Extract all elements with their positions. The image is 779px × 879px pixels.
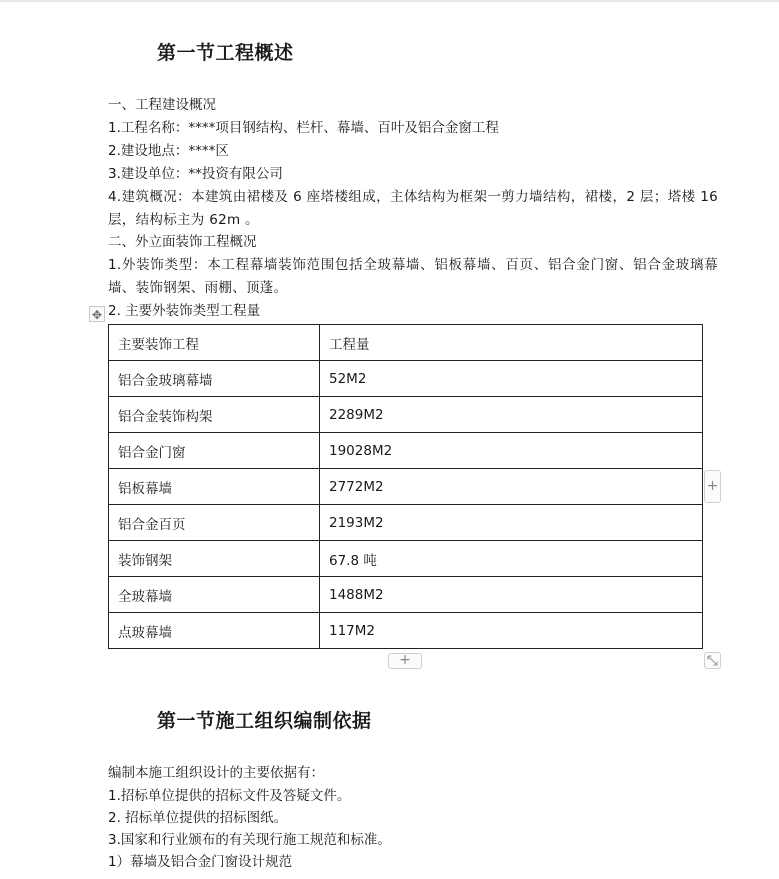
- basis-item-2: 2. 招标单位提供的招标图纸。: [108, 810, 288, 826]
- quantity-cell[interactable]: 1488M2: [320, 577, 703, 613]
- quantity-cell[interactable]: 2289M2: [320, 397, 703, 433]
- move-icon: ✥: [91, 308, 103, 322]
- quantity-cell[interactable]: 2193M2: [320, 505, 703, 541]
- item-cell[interactable]: 铝合金门窗: [109, 433, 320, 469]
- table-row: [109, 361, 703, 397]
- quantity-cell[interactable]: 67.8 吨: [320, 541, 703, 577]
- resize-icon: [707, 655, 718, 666]
- item-cell[interactable]: 铝合金百页: [109, 505, 320, 541]
- quantity-cell[interactable]: 2772M2: [320, 469, 703, 505]
- plus-icon: +: [706, 478, 719, 494]
- table-row: [109, 469, 703, 505]
- header-cell-quantity[interactable]: 工程量: [320, 325, 703, 361]
- facade-type-paragraph: 1.外装饰类型：本工程幕墙装饰范围包括全玻幕墙、铝板幕墙、百页、铝合金门窗、铝合金玻璃幕墙、装饰钢架、雨棚、顶蓬。: [108, 257, 718, 296]
- item-cell[interactable]: 装饰钢架: [109, 541, 320, 577]
- table-row: [109, 577, 703, 613]
- table-resize-handle[interactable]: [704, 652, 721, 669]
- quantity-cell[interactable]: 19028M2: [320, 433, 703, 469]
- project-location-line: 2.建设地点：****区: [108, 143, 229, 159]
- project-owner-line: 3.建设单位：**投资有限公司: [108, 166, 283, 182]
- plus-icon: +: [399, 652, 411, 668]
- basis-item-3: 3.国家和行业颁布的有关现行施工规范和标准。: [108, 832, 391, 848]
- item-cell[interactable]: 点玻幕墙: [109, 613, 320, 649]
- quantity-cell[interactable]: 117M2: [320, 613, 703, 649]
- item-cell[interactable]: 铝合金装饰构架: [109, 397, 320, 433]
- table-row: [109, 541, 703, 577]
- item-cell[interactable]: 铝合金玻璃幕墙: [109, 361, 320, 397]
- table-row: [109, 505, 703, 541]
- section-2-title: 第一节施工组织编制依据: [157, 710, 372, 732]
- table-row: [109, 433, 703, 469]
- table-header-row: [109, 325, 703, 361]
- basis-subitem-1: 1）幕墙及铝合金门窗设计规范: [108, 854, 293, 870]
- building-overview-paragraph: 4.建筑概况：本建筑由裙楼及 6 座塔楼组成，主体结构为框架一剪力墙结构，裙楼，2 层；塔楼 16 层，结构标主为 62m 。: [108, 189, 718, 228]
- add-column-button[interactable]: [704, 470, 721, 503]
- table-row: [109, 397, 703, 433]
- basis-item-1: 1.招标单位提供的招标文件及答疑文件。: [108, 788, 351, 804]
- table-row: [109, 613, 703, 649]
- item-cell[interactable]: 铝板幕墙: [109, 469, 320, 505]
- page-top-border: [0, 0, 779, 2]
- header-cell-item[interactable]: 主要装饰工程: [109, 325, 320, 361]
- project-name-line: 1.工程名称：****项目钢结构、栏杆、幕墙、百叶及铝合金窗工程: [108, 120, 499, 136]
- quantity-cell[interactable]: 52M2: [320, 361, 703, 397]
- basis-intro-line: 编制本施工组织设计的主要依据有：: [108, 765, 324, 781]
- decoration-quantity-table: [108, 324, 703, 649]
- heading-project-overview: 一、工程建设概况: [108, 97, 216, 113]
- add-row-button[interactable]: [388, 653, 422, 669]
- item-cell[interactable]: 全玻幕墙: [109, 577, 320, 613]
- section-1-title: 第一节工程概述: [157, 42, 294, 64]
- table-caption: 2. 主要外装饰类型工程量: [108, 303, 261, 319]
- heading-facade-overview: 二、外立面装饰工程概况: [108, 234, 257, 250]
- table-move-handle[interactable]: [89, 306, 105, 322]
